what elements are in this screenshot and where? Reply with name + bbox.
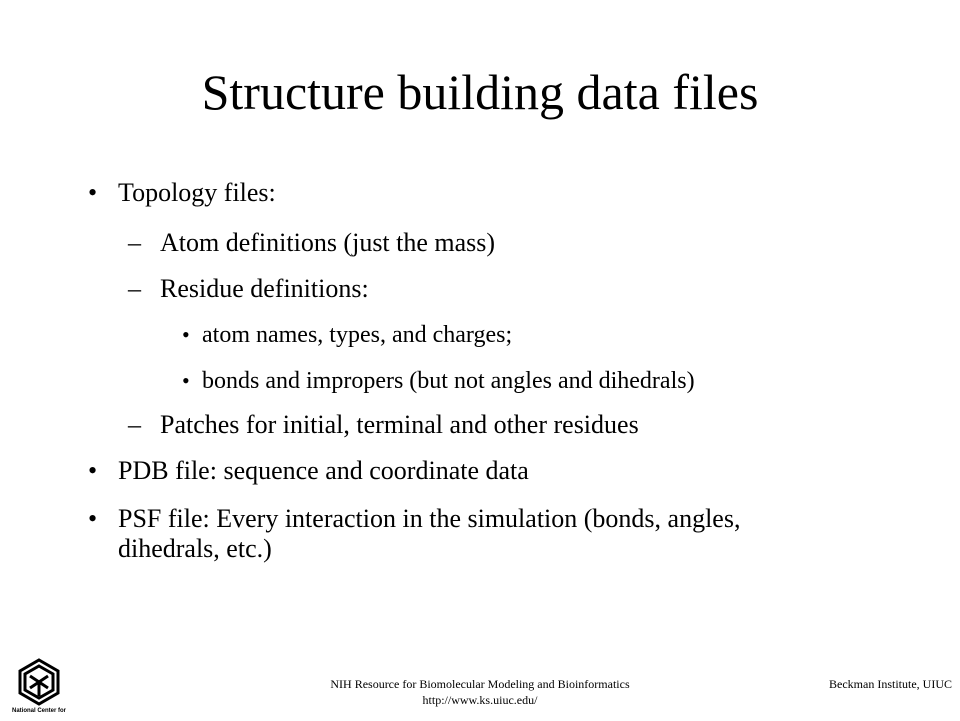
bullet-text: Patches for initial, terminal and other residues [160,410,639,439]
bullet-marker: • [182,322,190,347]
bullet-text: atom names, types, and charges; [202,322,513,348]
footer [0,676,960,720]
footer-center [300,676,660,708]
footer-institute: Beckman Institute, UIUC [829,677,952,691]
footer-url[interactable]: http://www.ks.uiuc.edu/ [422,693,538,707]
bullet-marker: • [88,178,98,207]
bullet-marker: • [88,504,98,533]
bullet-text: PSF file: Every interaction in the simulation (bonds, angles, dihedrals, etc.) [118,504,741,563]
footer-org: NIH Resource for Biomolecular Modeling and Bioinformatics [330,677,630,691]
bullet-text: Atom definitions (just the mass) [160,228,496,257]
bullet-marker: – [128,410,141,439]
bullet-marker: • [88,456,98,485]
bullet-text: Topology files: [118,178,276,207]
bullet-marker: – [128,274,141,303]
bullet-marker: • [182,368,190,393]
bullet-text: PDB file: sequence and coordinate data [118,456,529,485]
bullet-marker: – [128,228,141,257]
slide-title: Structure building data files [201,64,759,120]
svg-text:National Center for: National Center for [11,708,67,714]
bullet-text: bonds and impropers (but not angles and dihedrals) [202,368,695,394]
bullet-text: Residue definitions: [160,274,369,303]
